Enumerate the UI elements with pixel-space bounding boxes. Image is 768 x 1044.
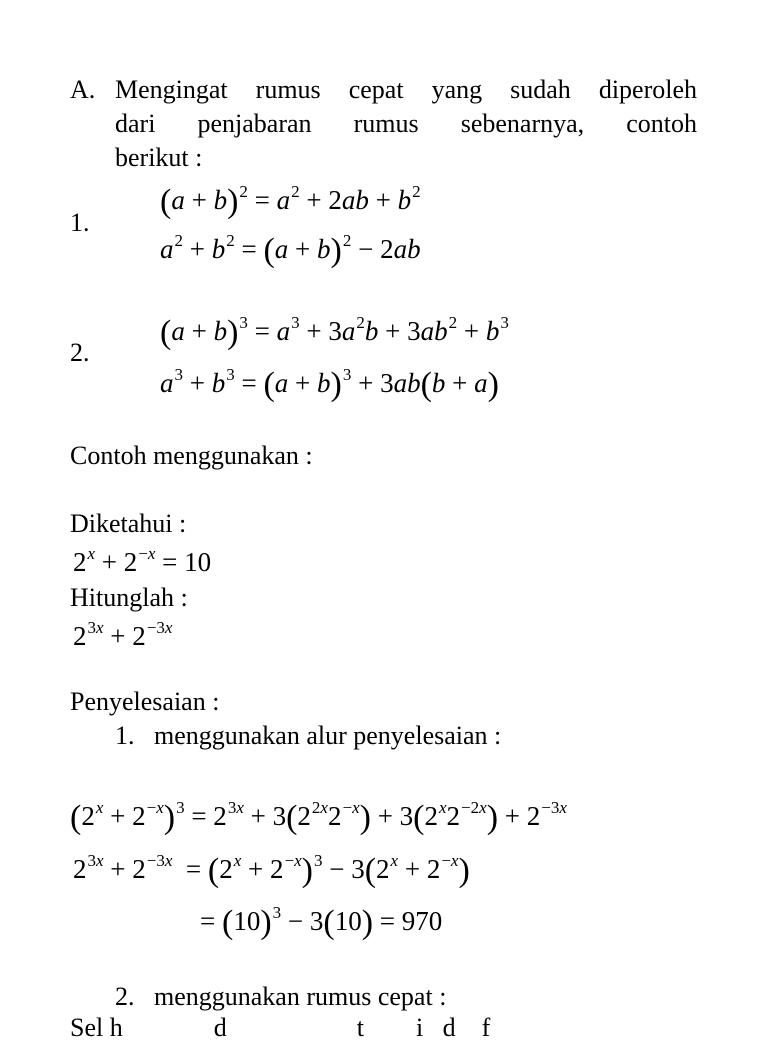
formula-1-line-1: $(a + b)^2 = a^2 + 2ab + b^2$ bbox=[160, 182, 421, 220]
formula-2-line-1: $(a + b)^3 = a^3 + 3a^2b + 3ab^2 + b^3$ bbox=[160, 313, 509, 351]
solution-step-2: $2^{3x} + 2^{-3x} = (2^x + 2^{-x})^3 - 3(2^x + 2^{-x})$ bbox=[73, 851, 470, 889]
formula-2-number: 2. bbox=[70, 338, 90, 367]
method-1-label: 1. menggunakan alur penyelesaian : bbox=[115, 721, 502, 750]
compute-expression: $2^{3x} + 2^{-3x}$ bbox=[73, 618, 173, 651]
example-heading: Contoh menggunakan : bbox=[70, 441, 313, 470]
method-2-label: 2. menggunakan rumus cepat : bbox=[115, 982, 447, 1011]
section-a-line-2: dari penjabaran rumus sebenarnya, contoh bbox=[115, 109, 697, 138]
section-a-line-3: berikut : bbox=[115, 143, 203, 172]
known-equation: $2^x + 2^{-x} = 10$ bbox=[73, 544, 212, 577]
solution-step-1: $(2^x + 2^{-x})^3 = 2^{3x} + 3(2^{2x}2^{-x}) + 3(2^x2^{-2x}) + 2^{-3x}$ bbox=[70, 798, 567, 836]
section-a-line-1: Mengingat rumus cepat yang sudah diperoleh bbox=[115, 75, 697, 104]
formula-1-number: 1. bbox=[70, 208, 90, 237]
solution-heading: Penyelesaian : bbox=[70, 687, 220, 716]
cut-off-line: Sel h d t i d f bbox=[70, 1013, 491, 1042]
known-label: Diketahui : bbox=[70, 509, 187, 538]
formula-1-line-2: $a^2 + b^2 = (a + b)^2 - 2ab$ bbox=[160, 231, 421, 269]
formula-2-line-2: $a^3 + b^3 = (a + b)^3 + 3ab(b + a)$ bbox=[160, 365, 499, 403]
compute-label: Hitunglah : bbox=[70, 583, 188, 612]
section-a-marker: A. bbox=[70, 75, 96, 104]
solution-step-3: = $(10)^3 - 3(10) = 970$ bbox=[200, 903, 443, 941]
